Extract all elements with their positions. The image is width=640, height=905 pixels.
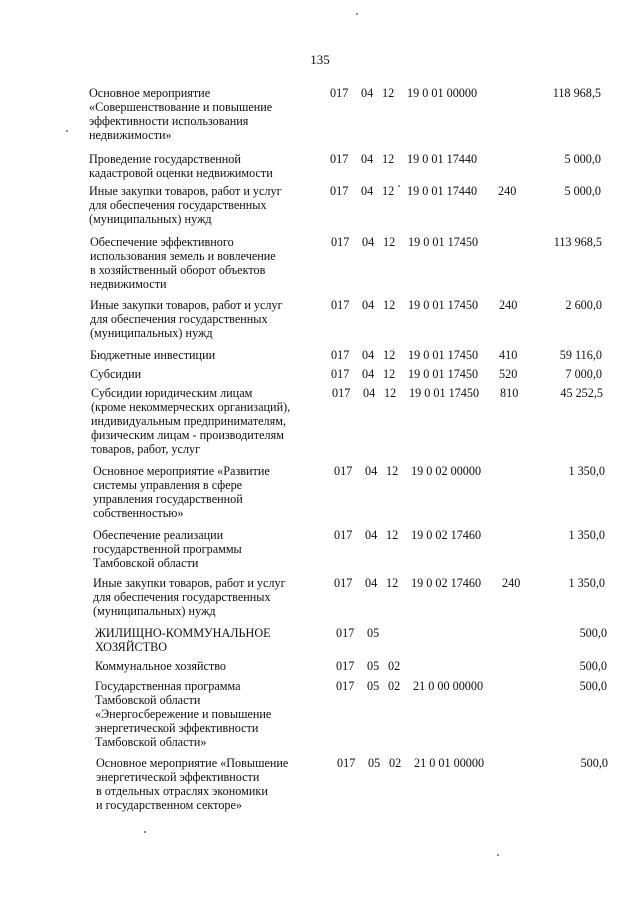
row-name-line: Коммунальное хозяйство: [95, 659, 226, 673]
admin-code: 017: [334, 528, 353, 542]
target-code: 19 0 01 17450: [409, 386, 480, 400]
amount: 500,0: [579, 626, 607, 640]
admin-code: 017: [330, 152, 349, 166]
target-code: 19 0 01 17450: [408, 348, 479, 362]
section-code: 04: [365, 528, 378, 542]
amount: 113 968,5: [553, 235, 602, 249]
table-row: [0, 756, 640, 816]
admin-code: 017: [330, 86, 349, 100]
row-name-line: товаров, работ, услуг: [91, 442, 201, 456]
row-name-line: Тамбовской области»: [95, 735, 207, 749]
row-name-line: для обеспечения государственных: [89, 198, 267, 212]
row-name-line: энергетической эффективности: [96, 770, 260, 784]
table-row: [0, 626, 640, 656]
admin-code: 017: [330, 184, 349, 198]
amount: 45 252,5: [560, 386, 603, 400]
subsection-code: 12: [383, 235, 396, 249]
subsection-code: 02: [389, 756, 402, 770]
section-code: 04: [365, 464, 378, 478]
admin-code: 017: [336, 626, 355, 640]
row-name: [90, 298, 326, 340]
scan-speck: [144, 831, 146, 833]
admin-code: 017: [331, 348, 350, 362]
subsection-code: 12: [383, 298, 396, 312]
row-name: [93, 576, 329, 618]
table-row: [0, 386, 640, 460]
row-name-line: (кроме некоммерческих организаций),: [91, 400, 291, 414]
admin-code: 017: [336, 679, 355, 693]
row-name: [90, 348, 326, 362]
row-name-line: (муниципальных) нужд: [89, 212, 212, 226]
row-name-line: и государственном секторе»: [96, 798, 243, 812]
table-row: [0, 348, 640, 366]
row-name: [89, 184, 325, 226]
row-name-line: (муниципальных) нужд: [90, 326, 213, 340]
section-code: 04: [361, 184, 374, 198]
expense-type-code: 240: [502, 576, 521, 590]
target-code: 19 0 01 17440: [407, 152, 478, 166]
row-name-line: ЖИЛИЩНО-КОММУНАЛЬНОЕ: [95, 626, 271, 640]
section-code: 05: [368, 756, 381, 770]
row-name-line: в хозяйственный оборот объектов: [90, 263, 266, 277]
row-name-line: собственностью»: [93, 506, 184, 520]
amount: 1 350,0: [568, 528, 605, 542]
row-name-line: Иные закупки товаров, работ и услуг: [90, 298, 283, 312]
row-name-line: Иные закупки товаров, работ и услуг: [89, 184, 282, 198]
row-name-line: Бюджетные инвестиции: [90, 348, 216, 362]
amount: 2 600,0: [565, 298, 602, 312]
table-row: [0, 86, 640, 150]
row-name-line: использования земель и вовлечение: [90, 249, 276, 263]
admin-code: 017: [334, 464, 353, 478]
target-code: 19 0 01 17450: [408, 235, 479, 249]
row-name-line: ХОЗЯЙСТВО: [95, 640, 168, 654]
table-row: [0, 679, 640, 753]
row-name-line: кадастровой оценки недвижимости: [89, 166, 273, 180]
admin-code: 017: [331, 367, 350, 381]
section-code: 05: [367, 626, 380, 640]
row-name-line: Субсидии юридическим лицам: [91, 386, 253, 400]
amount: 500,0: [580, 756, 608, 770]
row-name-line: энергетической эффективности: [95, 721, 259, 735]
expense-type-code: 520: [499, 367, 518, 381]
section-code: 04: [365, 576, 378, 590]
row-name-line: для обеспечения государственных: [90, 312, 268, 326]
row-name-line: Государственная программа: [95, 679, 241, 693]
amount: 59 116,0: [559, 348, 602, 362]
target-code: 21 0 00 00000: [413, 679, 484, 693]
target-code: 19 0 01 17440: [407, 184, 478, 198]
row-name: [89, 152, 325, 180]
row-name-line: индивидуальным предпринимателям,: [91, 414, 286, 428]
expense-type-code: 240: [499, 298, 518, 312]
row-name-line: «Совершенствование и повышение: [89, 100, 273, 114]
row-name-line: эффективности использования: [89, 114, 249, 128]
row-name-line: для обеспечения государственных: [93, 590, 271, 604]
section-code: 04: [362, 298, 375, 312]
scan-speck: [66, 130, 68, 132]
row-name-line: Проведение государственной: [89, 152, 241, 166]
target-code: 19 0 01 17450: [408, 367, 479, 381]
amount: 500,0: [579, 679, 607, 693]
row-name-line: физическим лицам - производителям: [91, 428, 284, 442]
target-code: 19 0 01 00000: [407, 86, 478, 100]
table-row: [0, 298, 640, 344]
amount: 7 000,0: [565, 367, 602, 381]
row-name-line: Тамбовской области: [95, 693, 201, 707]
section-code: 04: [361, 86, 374, 100]
row-name-line: системы управления в сфере: [93, 478, 243, 492]
table-row: [0, 367, 640, 385]
table-row: [0, 528, 640, 574]
row-name: [89, 86, 325, 142]
amount: 5 000,0: [564, 152, 601, 166]
admin-code: 017: [334, 576, 353, 590]
target-code: 19 0 02 17460: [411, 528, 482, 542]
table-row: [0, 576, 640, 622]
target-code: 19 0 02 00000: [411, 464, 482, 478]
expense-type-code: 410: [499, 348, 518, 362]
row-name-line: недвижимости: [90, 277, 167, 291]
row-name-line: государственной программы: [93, 542, 242, 556]
scan-speck: [356, 13, 358, 15]
subsection-code: 12: [382, 86, 395, 100]
subsection-code: 12: [383, 367, 396, 381]
admin-code: 017: [332, 386, 351, 400]
row-name: [95, 659, 331, 673]
table-row: [0, 235, 640, 295]
scan-speck: [497, 854, 499, 856]
amount: 1 350,0: [568, 576, 605, 590]
row-name: [95, 679, 331, 749]
amount: 1 350,0: [568, 464, 605, 478]
subsection-code: 02: [388, 659, 401, 673]
row-name: [95, 626, 331, 654]
target-code: 19 0 01 17450: [408, 298, 479, 312]
amount: 118 968,5: [552, 86, 601, 100]
row-name-line: Субсидии: [90, 367, 142, 381]
section-code: 05: [367, 659, 380, 673]
table-row: [0, 152, 640, 182]
amount: 5 000,0: [564, 184, 601, 198]
row-name-line: управления государственной: [93, 492, 243, 506]
subsection-code: 12: [382, 184, 395, 198]
subsection-code: 12: [386, 464, 399, 478]
row-name-line: Обеспечение эффективного: [90, 235, 234, 249]
target-code: 19 0 02 17460: [411, 576, 482, 590]
target-code: 21 0 01 00000: [414, 756, 485, 770]
row-name: [90, 235, 326, 291]
section-code: 04: [362, 348, 375, 362]
row-name: [91, 386, 327, 456]
expense-type-code: 810: [500, 386, 519, 400]
section-code: 04: [362, 367, 375, 381]
row-name: [93, 464, 329, 520]
section-code: 04: [362, 235, 375, 249]
row-name-line: Обеспечение реализации: [93, 528, 224, 542]
subsection-code: 12: [386, 528, 399, 542]
page-number: 135: [310, 52, 330, 67]
row-name-line: Основное мероприятие: [89, 86, 211, 100]
expense-type-code: 240: [498, 184, 517, 198]
row-name-line: Иные закупки товаров, работ и услуг: [93, 576, 286, 590]
row-name-line: (муниципальных) нужд: [93, 604, 216, 618]
table-row: [0, 659, 640, 677]
subsection-code: 02: [388, 679, 401, 693]
section-code: 04: [363, 386, 376, 400]
row-name-line: в отдельных отраслях экономики: [96, 784, 268, 798]
amount: 500,0: [579, 659, 607, 673]
subsection-code: 12: [382, 152, 395, 166]
section-code: 05: [367, 679, 380, 693]
row-name-line: «Энергосбережение и повышение: [95, 707, 272, 721]
row-name: [93, 528, 329, 570]
admin-code: 017: [336, 659, 355, 673]
subsection-code: 12: [386, 576, 399, 590]
row-name-line: Основное мероприятие «Повышение: [96, 756, 289, 770]
row-name-line: Тамбовской области: [93, 556, 199, 570]
row-name: [90, 367, 326, 381]
row-name-line: недвижимости»: [89, 128, 172, 142]
section-code: 04: [361, 152, 374, 166]
scan-speck: [398, 185, 400, 187]
table-row: [0, 184, 640, 230]
table-row: [0, 464, 640, 524]
subsection-code: 12: [384, 386, 397, 400]
admin-code: 017: [331, 235, 350, 249]
subsection-code: 12: [383, 348, 396, 362]
row-name: [96, 756, 332, 812]
row-name-line: Основное мероприятие «Развитие: [93, 464, 270, 478]
admin-code: 017: [337, 756, 356, 770]
admin-code: 017: [331, 298, 350, 312]
